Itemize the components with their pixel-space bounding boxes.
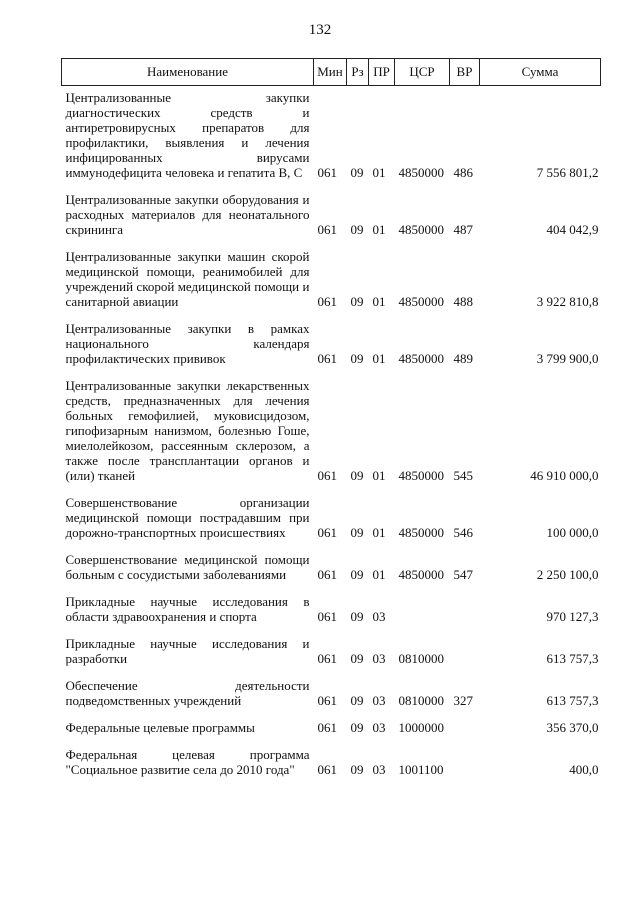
table-row [62,716,601,743]
cell-csr: 4850000 [398,165,444,180]
cell-name: Централизованные закупки диагностических средств и антиретровирусных препаратов для профилактики, выявления и лечения инфицированных вирусами иммунодефицита человека и гепатита В, С [65,90,310,180]
cell-csr: 4850000 [398,351,444,366]
header-sum: Сумма [480,59,601,86]
cell-vr [450,716,480,743]
budget-table [61,58,601,785]
cell-min: 061 [317,567,337,582]
cell-pr: 01 [372,294,386,309]
cell-rz: 09 [350,567,364,582]
cell-min: 061 [317,651,337,666]
cell-rz: 09 [350,222,364,237]
table-row [62,245,601,317]
cell-min: 061 [317,762,337,777]
cell-vr: 327 [453,693,473,708]
cell-rz: 09 [350,651,364,666]
header-min: Мин [314,59,347,86]
cell-vr: 486 [453,165,473,180]
table-row [62,317,601,374]
cell-pr: 03 [372,693,386,708]
cell-pr: 03 [372,720,386,735]
page-number: 132 [308,22,332,38]
cell-rz: 09 [350,468,364,483]
header-pr: ПР [369,59,395,86]
table-row [62,590,601,632]
cell-name: Прикладные научные исследования и разработки [65,636,310,666]
cell-rz: 09 [350,294,364,309]
header-vr: ВР [450,59,480,86]
table-row [62,743,601,785]
cell-rz: 09 [350,351,364,366]
table-header [62,59,601,86]
cell-name: Обеспечение деятельности подведомственных учреждений [65,678,310,708]
cell-sum: 100 000,0 [546,525,599,540]
cell-sum: 400,0 [569,762,599,777]
cell-rz: 09 [350,762,364,777]
cell-pr: 03 [372,762,386,777]
cell-vr [450,632,480,674]
cell-min: 061 [317,294,337,309]
cell-vr [450,743,480,785]
cell-csr: 4850000 [398,525,444,540]
table-row [62,374,601,491]
table-row [62,632,601,674]
cell-csr: 4850000 [398,222,444,237]
cell-pr: 01 [372,567,386,582]
cell-name: Централизованные закупки лекарственных средств, предназначенных для лечения больных гемофилией, муковисцидозом, гипофизарным нанизмом, болезнью Гоше, миелолейкозом, рассеянным склерозом, а также после трансплантации органов и (или) тканей [65,378,310,483]
cell-min: 061 [317,693,337,708]
cell-name: Централизованные закупки оборудования и расходных материалов для неонатального скрининга [65,192,310,237]
cell-name: Централизованные закупки машин скорой медицинской помощи, реанимобилей для учреждений скорой медицинской помощи и санитарной авиации [65,249,310,309]
table-row [62,86,601,189]
cell-vr: 488 [453,294,473,309]
cell-sum: 2 250 100,0 [536,567,599,582]
header-csr: ЦСР [395,59,450,86]
table-row [62,674,601,716]
cell-sum: 7 556 801,2 [536,165,599,180]
cell-vr: 547 [453,567,473,582]
cell-sum: 3 799 900,0 [536,351,599,366]
cell-name: Совершенствование организации медицинской помощи пострадавшим при дорожно-транспортных происшествиях [65,495,310,540]
cell-pr: 01 [372,525,386,540]
cell-vr [450,590,480,632]
cell-pr: 01 [372,165,386,180]
cell-csr [395,590,450,632]
cell-csr: 1001100 [398,762,444,777]
cell-min: 061 [317,165,337,180]
cell-name: Централизованные закупки в рамках национального календаря профилактических прививок [65,321,310,366]
header-rz: Рз [347,59,369,86]
table-row [62,188,601,245]
table-row [62,491,601,548]
table-row [62,548,601,590]
cell-sum: 404 042,9 [546,222,599,237]
cell-pr: 01 [372,468,386,483]
cell-min: 061 [317,720,337,735]
cell-rz: 09 [350,693,364,708]
cell-pr: 03 [372,651,386,666]
cell-rz: 09 [350,165,364,180]
cell-vr: 546 [453,525,473,540]
cell-sum: 3 922 810,8 [536,294,599,309]
cell-name: Федеральные целевые программы [65,720,255,735]
cell-min: 061 [317,222,337,237]
cell-rz: 09 [350,720,364,735]
cell-sum: 613 757,3 [546,693,599,708]
header-name: Наименование [62,59,314,86]
cell-min: 061 [317,468,337,483]
cell-pr: 01 [372,222,386,237]
cell-pr: 03 [372,609,386,624]
cell-name: Федеральная целевая программа "Социальное развитие села до 2010 года" [65,747,310,777]
cell-name: Совершенствование медицинской помощи больным с сосудистыми заболеваниями [65,552,310,582]
cell-pr: 01 [372,351,386,366]
cell-name: Прикладные научные исследования в области здравоохранения и спорта [65,594,310,624]
cell-sum: 970 127,3 [546,609,599,624]
cell-csr: 1000000 [398,720,444,735]
cell-csr: 0810000 [398,693,444,708]
cell-min: 061 [317,609,337,624]
cell-vr: 487 [453,222,473,237]
cell-csr: 4850000 [398,567,444,582]
cell-min: 061 [317,351,337,366]
cell-rz: 09 [350,525,364,540]
cell-csr: 4850000 [398,294,444,309]
table-body [62,86,601,786]
cell-vr: 545 [453,468,473,483]
cell-rz: 09 [350,609,364,624]
cell-vr: 489 [453,351,473,366]
cell-sum: 46 910 000,0 [530,468,599,483]
cell-min: 061 [317,525,337,540]
cell-sum: 356 370,0 [546,720,599,735]
cell-csr: 0810000 [398,651,444,666]
cell-csr: 4850000 [398,468,444,483]
cell-sum: 613 757,3 [546,651,599,666]
